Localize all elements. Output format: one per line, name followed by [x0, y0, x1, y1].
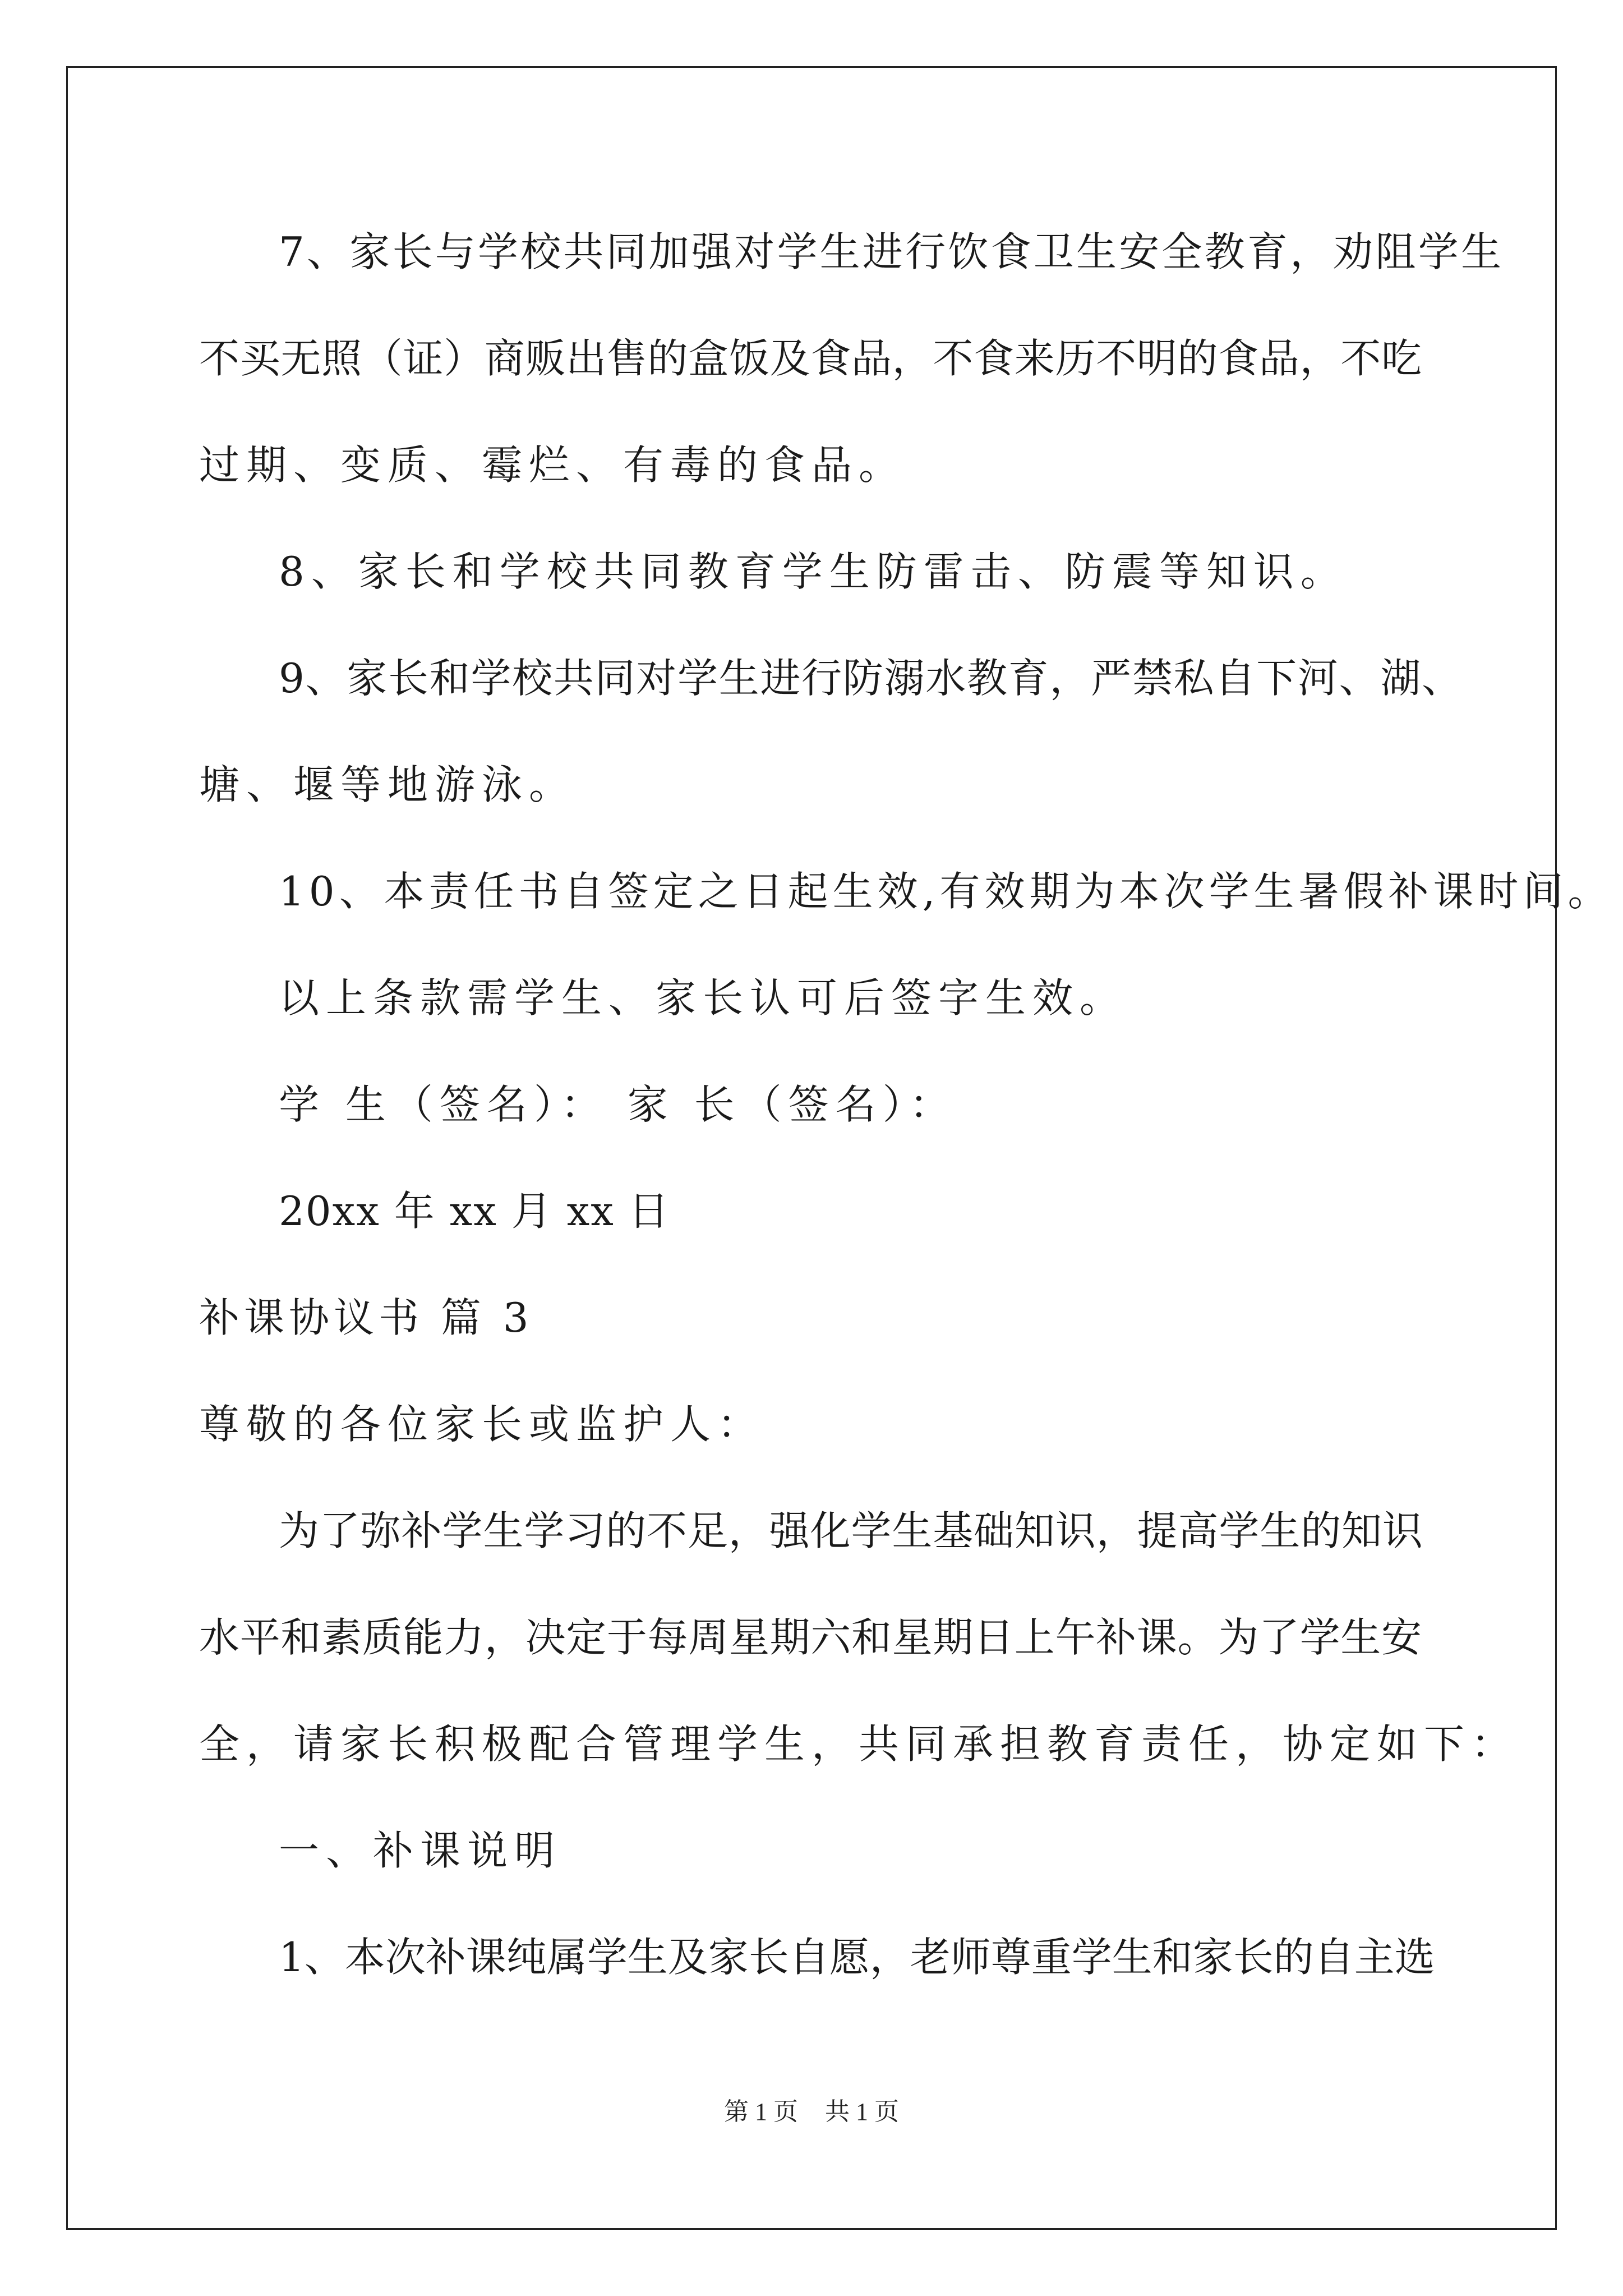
- paragraph-7-line-3: 过期、变质、霉烂、有毒的食品。: [199, 441, 906, 489]
- paragraph-7-line-1: 7、家长与学校共同加强对学生进行饮食卫生安全教育，劝阻学生: [279, 228, 1501, 275]
- section-heading: 补课协议书 篇 3: [199, 1294, 533, 1341]
- section-1-title: 一、补课说明: [279, 1827, 562, 1874]
- date-line: 20xx 年 xx 月 xx 日: [279, 1188, 670, 1235]
- paragraph-9-line-2: 塘、堰等地游泳。: [199, 761, 577, 808]
- page-border: [66, 66, 1557, 2230]
- paragraph-10: 10、本责任书自签定之日起生效,有效期为本次学生暑假补课时间。: [279, 868, 1613, 915]
- item-1-line-1: 1、本次补课纯属学生及家长自愿，老师尊重学生和家长的自主选: [279, 1934, 1435, 1981]
- intro-line-1: 为了弥补学生学习的不足，强化学生基础知识，提高学生的知识: [279, 1507, 1423, 1554]
- confirmation-clause: 以上条款需学生、家长认可后签字生效。: [279, 974, 1127, 1022]
- paragraph-7-line-2: 不买无照（证）商贩出售的盒饭及食品，不食来历不明的食品，不吃: [199, 335, 1422, 382]
- salutation: 尊敬的各位家长或监护人：: [199, 1401, 765, 1448]
- intro-line-3: 全，请家长积极配合管理学生，共同承担教育责任，协定如下：: [199, 1720, 1519, 1768]
- intro-line-2: 水平和素质能力，决定于每周星期六和星期日上午补课。为了学生安: [199, 1614, 1422, 1661]
- page-footer: [0, 2091, 1623, 2127]
- signature-line: 学 生（签名）： 家 长（签名）：: [279, 1081, 957, 1128]
- page-total: 共 1 页: [825, 2098, 899, 2125]
- paragraph-9-line-1: 9、家长和学校共同对学生进行防溺水教育，严禁私自下河、湖、: [279, 655, 1462, 702]
- paragraph-8: 8、家长和学校共同教育学生防雷击、防震等知识。: [279, 548, 1348, 595]
- page-number: 第 1 页: [724, 2098, 798, 2125]
